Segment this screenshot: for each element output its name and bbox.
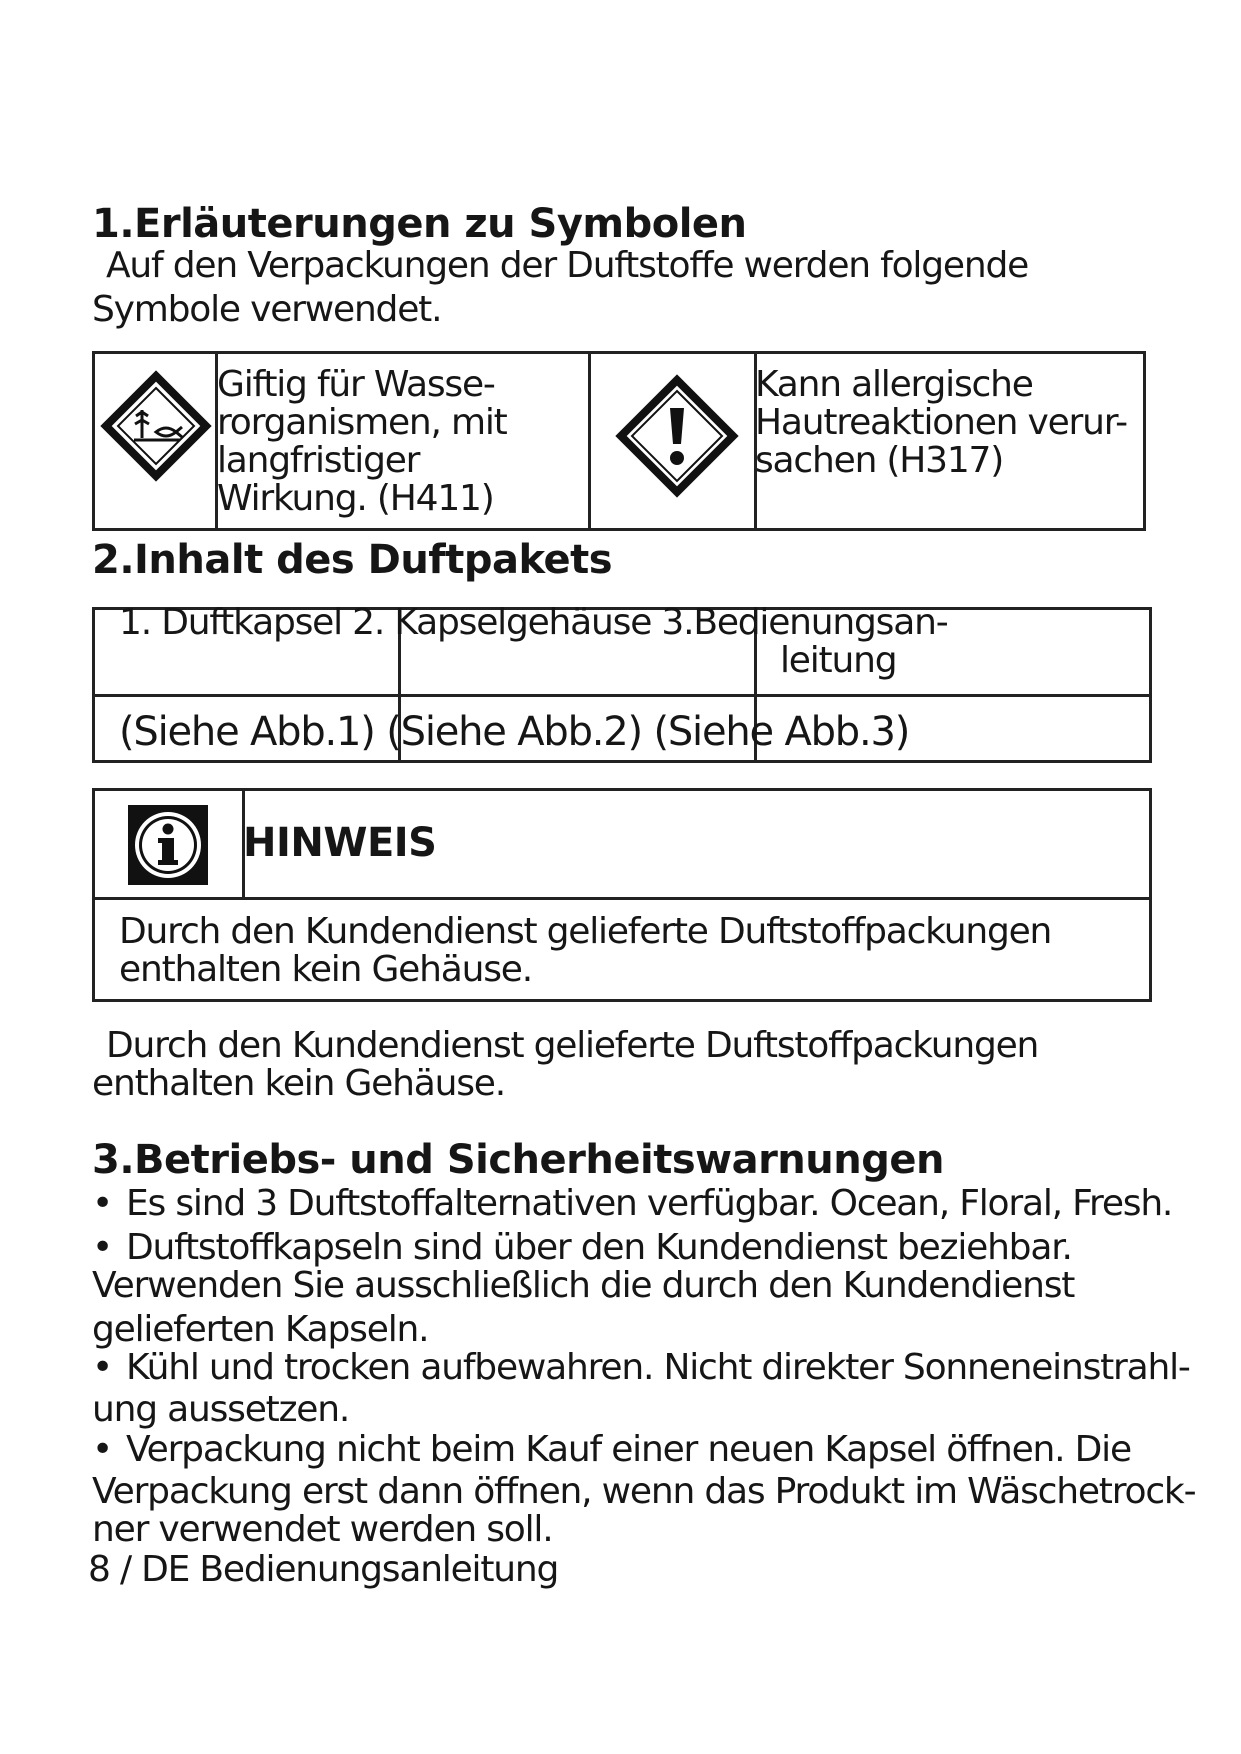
warning-4-line2: Verpackung erst dann öffnen, wenn das Produkt im Wäschetrock-	[92, 1471, 1196, 1512]
exclamation-hazard-icon	[615, 374, 739, 498]
contents-table	[92, 602, 1152, 763]
warning-2-line2: Verwenden Sie ausschließlich die durch den Kundendienst	[92, 1265, 1075, 1306]
warning-2-line3: gelieferten Kapseln.	[92, 1309, 429, 1350]
warning-1-text: Es sind 3 Duftstoffalternativen verfügbar. Ocean, Floral, Fresh.	[126, 1183, 1173, 1224]
repeat-note-line1: Durch den Kundendienst gelieferte Duftstoffpackungen	[106, 1025, 1039, 1066]
bullet: •	[92, 1183, 113, 1224]
info-icon	[128, 805, 208, 885]
contents-row2: (Siehe Abb.1) (Siehe Abb.2) (Siehe Abb.3)	[119, 709, 910, 755]
bullet: •	[92, 1429, 113, 1470]
environment-hazard-icon	[100, 370, 212, 482]
warning-3-text: Kühl und trocken aufbewahren. Nicht direkter Sonneneinstrahl-	[126, 1347, 1190, 1388]
warning-4-line3: ner verwendet werden soll.	[92, 1509, 553, 1550]
bullet: •	[92, 1227, 113, 1268]
symbol1-line4: Wirkung. (H411)	[217, 478, 494, 519]
warning-item-3	[92, 1348, 1190, 1388]
warning-item-2	[92, 1228, 1072, 1268]
contents-row1-line2: leitung	[780, 640, 897, 681]
repeat-note-line2: enthalten kein Gehäuse.	[92, 1063, 505, 1104]
notice-line1: Durch den Kundendienst gelieferte Duftstoffpackungen	[119, 911, 1052, 952]
contents-row1-line1: 1. Duftkapsel 2. Kapselgehäuse 3.Bedienungsan-	[119, 602, 948, 643]
section3-heading: 3.Betriebs- und Sicherheitswarnungen	[92, 1137, 944, 1183]
symbol1-line1: Giftig für Wasse-	[217, 364, 495, 405]
symbol2-line2: Hautreaktionen verur-	[755, 402, 1127, 443]
symbol2-line1: Kann allergische	[755, 364, 1033, 405]
warning-4-text: Verpackung nicht beim Kauf einer neuen Kapsel öffnen. Die	[126, 1429, 1131, 1470]
section1-heading: 1.Erläuterungen zu Symbolen	[92, 201, 747, 247]
notice-box	[92, 788, 1152, 1002]
section1-intro-line2: Symbole verwendet.	[92, 289, 442, 330]
symbol1-line2: rorganismen, mit	[217, 402, 507, 443]
notice-line2: enthalten kein Gehäuse.	[119, 949, 532, 990]
section1-intro-line1: Auf den Verpackungen der Duftstoffe werden folgende	[106, 245, 1029, 286]
section2-heading: 2.Inhalt des Duftpakets	[92, 537, 613, 583]
warning-2-text: Duftstoffkapseln sind über den Kundendienst beziehbar.	[126, 1227, 1072, 1268]
page-footer: 8 / DE Bedienungsanleitung	[88, 1549, 559, 1590]
symbols-table	[92, 351, 1146, 531]
notice-title: HINWEIS	[243, 820, 437, 866]
warning-item-4	[92, 1430, 1131, 1470]
warning-item-1	[92, 1184, 1172, 1224]
warning-3-line2: ung aussetzen.	[92, 1389, 350, 1430]
symbol2-line3: sachen (H317)	[755, 440, 1004, 481]
symbol1-line3: langfristiger	[217, 440, 420, 481]
bullet: •	[92, 1347, 113, 1388]
